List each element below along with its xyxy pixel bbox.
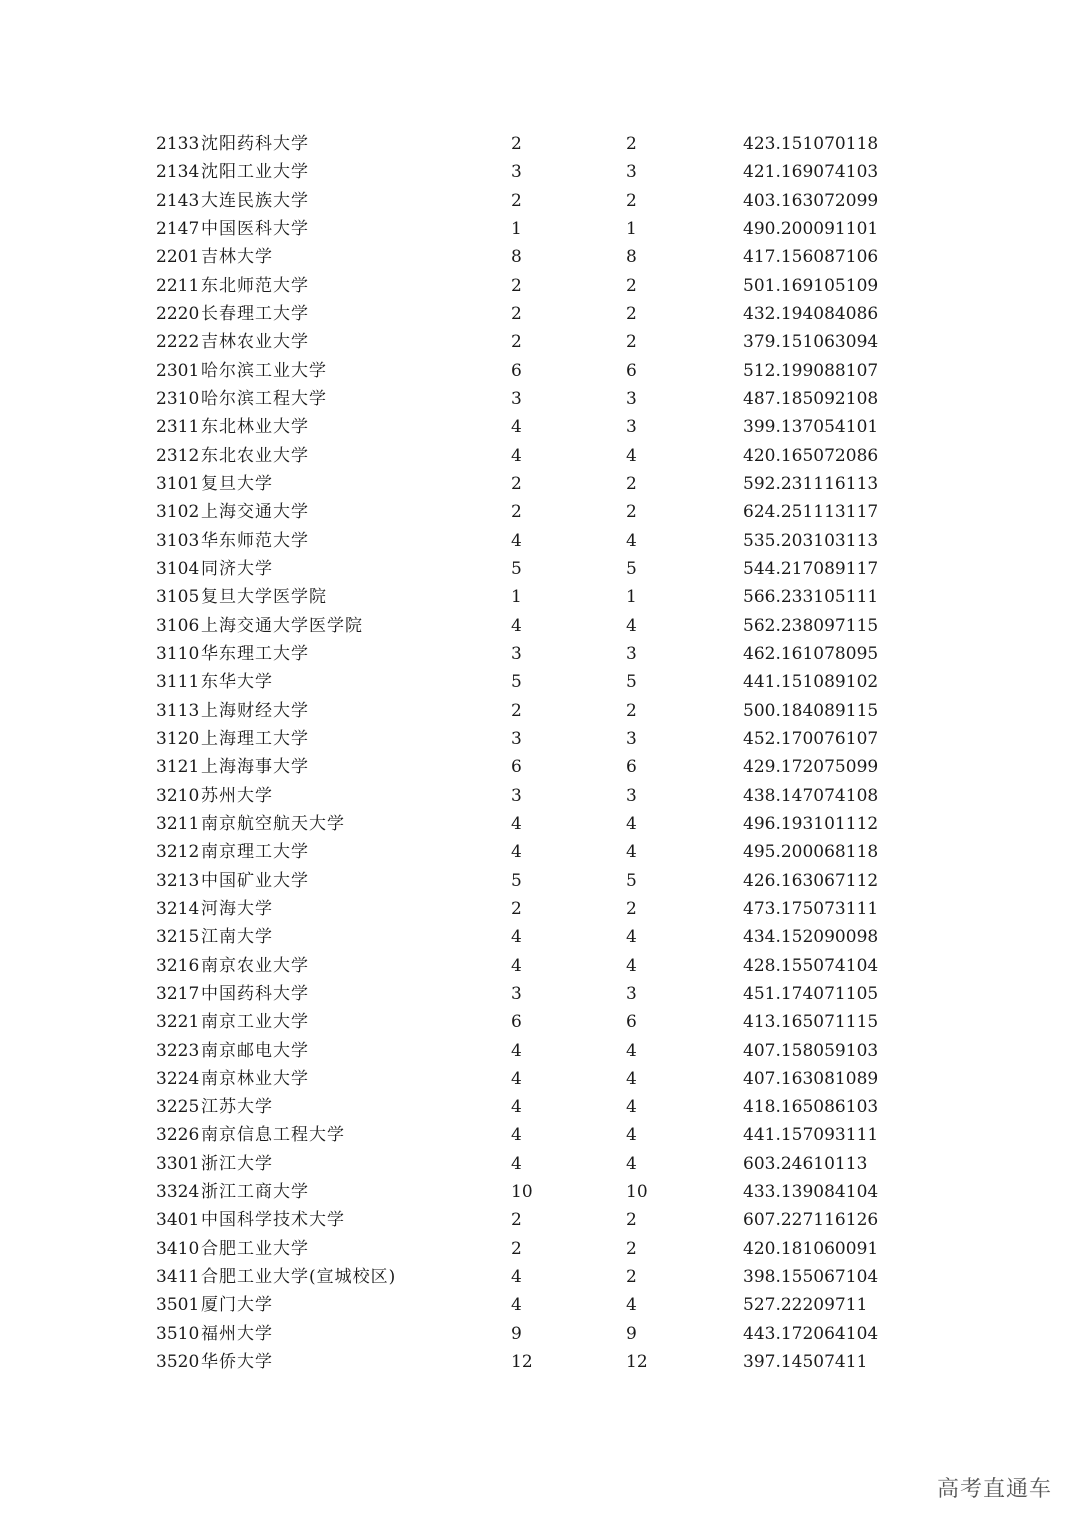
admitted-count: 4	[626, 1295, 637, 1316]
school-code: 3324	[156, 1182, 200, 1203]
score-value: 420.165072086	[743, 445, 879, 466]
table-row	[156, 1037, 916, 1065]
plan-count: 4	[511, 1040, 522, 1061]
school-code: 3215	[156, 927, 200, 948]
school-code: 3216	[156, 955, 200, 976]
table-row	[156, 300, 916, 328]
plan-count: 4	[511, 615, 522, 636]
school-name: 大连民族大学	[201, 190, 309, 211]
admitted-count: 5	[626, 870, 637, 891]
school-name: 沈阳药科大学	[201, 134, 309, 154]
admitted-count: 4	[626, 1068, 637, 1089]
school-name: 南京林业大学	[201, 1068, 309, 1089]
score-value: 403.163072099	[743, 190, 879, 211]
admitted-count: 6	[626, 1012, 637, 1033]
school-code: 3211	[156, 813, 200, 834]
score-value: 495.200068118	[743, 842, 879, 863]
table-row	[156, 1348, 916, 1376]
school-code: 3111	[156, 672, 200, 693]
plan-count: 4	[511, 1125, 522, 1146]
plan-count: 5	[511, 672, 522, 693]
score-value: 501.169105109	[743, 275, 879, 296]
school-name: 沈阳工业大学	[201, 162, 309, 183]
admitted-count: 3	[626, 643, 637, 664]
score-value: 452.170076107	[743, 728, 879, 749]
score-value: 592.231116113	[743, 473, 879, 494]
school-code: 3113	[156, 700, 200, 721]
school-code: 3217	[156, 983, 200, 1004]
table-row	[156, 413, 916, 441]
school-code: 2312	[156, 445, 200, 466]
score-value: 428.155074104	[743, 955, 879, 976]
school-code: 3225	[156, 1097, 200, 1118]
plan-count: 3	[511, 785, 522, 806]
admitted-count: 6	[626, 757, 637, 778]
school-name: 东北农业大学	[201, 445, 309, 466]
score-value: 473.175073111	[743, 898, 879, 919]
school-code: 3223	[156, 1040, 200, 1061]
school-name: 复旦大学	[201, 473, 273, 494]
school-code: 3120	[156, 728, 200, 749]
plan-count: 3	[511, 388, 522, 409]
score-value: 413.165071115	[743, 1012, 879, 1033]
admitted-count: 2	[626, 700, 637, 721]
table-row	[156, 328, 916, 356]
school-code: 3224	[156, 1068, 200, 1089]
school-code: 3102	[156, 502, 200, 523]
score-value: 399.137054101	[743, 417, 879, 438]
admitted-count: 4	[626, 615, 637, 636]
admitted-count: 2	[626, 190, 637, 211]
plan-count: 4	[511, 530, 522, 551]
table-row	[156, 187, 916, 215]
school-code: 3213	[156, 870, 200, 891]
admitted-count: 2	[626, 303, 637, 324]
admitted-count: 2	[626, 1267, 637, 1288]
school-name: 中国医科大学	[201, 218, 309, 239]
table-row	[156, 470, 916, 498]
plan-count: 6	[511, 1012, 522, 1033]
admitted-count: 2	[626, 275, 637, 296]
admitted-count: 3	[626, 388, 637, 409]
score-value: 407.163081089	[743, 1068, 879, 1089]
score-value: 429.172075099	[743, 757, 879, 778]
school-code: 2133	[156, 134, 200, 154]
score-value: 426.163067112	[743, 870, 879, 891]
school-code: 3103	[156, 530, 200, 551]
table-row	[156, 838, 916, 866]
table-row	[156, 782, 916, 810]
plan-count: 3	[511, 983, 522, 1004]
score-value: 451.174071105	[743, 983, 879, 1004]
admitted-count: 8	[626, 247, 637, 268]
school-name: 华东师范大学	[201, 530, 309, 551]
school-code: 3104	[156, 558, 200, 579]
score-value: 512.199088107	[743, 360, 879, 381]
plan-count: 2	[511, 502, 522, 523]
school-code: 3410	[156, 1238, 200, 1259]
admitted-count: 4	[626, 1153, 637, 1174]
table-row	[156, 215, 916, 243]
school-code: 3106	[156, 615, 200, 636]
table-row	[156, 583, 916, 611]
admitted-count: 2	[626, 332, 637, 353]
school-code: 3110	[156, 643, 200, 664]
table-row	[156, 697, 916, 725]
score-value: 544.217089117	[743, 558, 879, 579]
plan-count: 4	[511, 1097, 522, 1118]
admitted-count: 2	[626, 1210, 637, 1231]
admitted-count: 4	[626, 1097, 637, 1118]
table-row	[156, 1235, 916, 1263]
school-name: 南京理工大学	[201, 842, 309, 863]
table-row	[156, 1150, 916, 1178]
table-row	[156, 1291, 916, 1319]
plan-count: 6	[511, 360, 522, 381]
score-value: 607.227116126	[743, 1210, 879, 1231]
table-row	[156, 498, 916, 526]
admitted-count: 5	[626, 558, 637, 579]
school-name: 华侨大学	[201, 1352, 273, 1373]
plan-count: 2	[511, 473, 522, 494]
school-code: 3520	[156, 1352, 200, 1373]
school-code: 2147	[156, 218, 200, 239]
score-value: 423.151070118	[743, 134, 879, 154]
plan-count: 2	[511, 1238, 522, 1259]
score-value: 418.165086103	[743, 1097, 879, 1118]
school-code: 3121	[156, 757, 200, 778]
school-name: 南京工业大学	[201, 1012, 309, 1033]
score-value: 433.139084104	[743, 1182, 879, 1203]
school-name: 南京邮电大学	[201, 1040, 309, 1061]
table-row	[156, 158, 916, 186]
plan-count: 2	[511, 190, 522, 211]
school-name: 吉林大学	[201, 247, 273, 268]
school-name: 上海财经大学	[201, 700, 309, 721]
school-code: 3221	[156, 1012, 200, 1033]
admitted-count: 3	[626, 162, 637, 183]
plan-count: 4	[511, 927, 522, 948]
score-value: 420.181060091	[743, 1238, 879, 1259]
school-code: 3501	[156, 1295, 200, 1316]
school-code: 3401	[156, 1210, 200, 1231]
school-name: 长春理工大学	[201, 303, 309, 324]
plan-count: 2	[511, 898, 522, 919]
table-row	[156, 923, 916, 951]
school-name: 华东理工大学	[201, 643, 309, 664]
plan-count: 4	[511, 1153, 522, 1174]
school-code: 2143	[156, 190, 200, 211]
school-code: 2201	[156, 247, 200, 268]
admitted-count: 4	[626, 530, 637, 551]
admitted-count: 2	[626, 473, 637, 494]
score-value: 441.151089102	[743, 672, 879, 693]
plan-count: 2	[511, 134, 522, 154]
admitted-count: 5	[626, 672, 637, 693]
plan-count: 4	[511, 955, 522, 976]
school-name: 浙江工商大学	[201, 1182, 309, 1203]
table-row	[156, 1320, 916, 1348]
table-row	[156, 895, 916, 923]
table-row	[156, 1008, 916, 1036]
school-code: 2211	[156, 275, 200, 296]
plan-count: 6	[511, 757, 522, 778]
table-row	[156, 130, 916, 158]
table-row	[156, 980, 916, 1008]
plan-count: 5	[511, 870, 522, 891]
table-row	[156, 612, 916, 640]
school-name: 东北师范大学	[201, 275, 309, 296]
plan-count: 3	[511, 643, 522, 664]
plan-count: 4	[511, 1068, 522, 1089]
score-value: 421.169074103	[743, 162, 879, 183]
admitted-count: 3	[626, 417, 637, 438]
school-code: 3105	[156, 587, 200, 608]
plan-count: 4	[511, 1267, 522, 1288]
plan-count: 1	[511, 218, 522, 239]
school-name: 江南大学	[201, 927, 273, 948]
school-name: 河海大学	[201, 898, 273, 919]
table-row	[156, 1263, 916, 1291]
score-value: 535.203103113	[743, 530, 879, 551]
score-value: 407.158059103	[743, 1040, 879, 1061]
admitted-count: 2	[626, 134, 637, 154]
table-row	[156, 357, 916, 385]
score-value: 624.251113117	[743, 502, 879, 523]
score-value: 438.147074108	[743, 785, 879, 806]
admitted-count: 4	[626, 813, 637, 834]
school-name: 上海理工大学	[201, 728, 309, 749]
score-value: 562.238097115	[743, 615, 879, 636]
score-value: 566.233105111	[743, 587, 879, 608]
score-value: 397.14507411	[743, 1352, 868, 1373]
admitted-count: 4	[626, 842, 637, 863]
school-code: 2222	[156, 332, 200, 353]
table-row	[156, 1178, 916, 1206]
school-code: 2220	[156, 303, 200, 324]
school-name: 中国矿业大学	[201, 870, 309, 891]
table-row	[156, 867, 916, 895]
school-name: 江苏大学	[201, 1097, 273, 1118]
plan-count: 4	[511, 1295, 522, 1316]
school-name: 同济大学	[201, 558, 273, 579]
admitted-count: 9	[626, 1323, 637, 1344]
score-value: 527.22209711	[743, 1295, 868, 1316]
school-name: 厦门大学	[201, 1295, 273, 1316]
school-code: 2134	[156, 162, 200, 183]
school-name: 哈尔滨工程大学	[201, 388, 327, 409]
admitted-count: 4	[626, 955, 637, 976]
table-row	[156, 952, 916, 980]
score-value: 490.200091101	[743, 218, 879, 239]
plan-count: 12	[511, 1352, 533, 1373]
score-value: 443.172064104	[743, 1323, 879, 1344]
school-name: 中国药科大学	[201, 983, 309, 1004]
plan-count: 8	[511, 247, 522, 268]
school-name: 上海交通大学医学院	[201, 615, 363, 636]
school-name: 上海海事大学	[201, 757, 309, 778]
school-name: 吉林农业大学	[201, 332, 309, 353]
plan-count: 9	[511, 1323, 522, 1344]
plan-count: 2	[511, 303, 522, 324]
score-value: 487.185092108	[743, 388, 879, 409]
table-row	[156, 753, 916, 781]
school-name: 东北林业大学	[201, 417, 309, 438]
school-name: 哈尔滨工业大学	[201, 360, 327, 381]
school-code: 2310	[156, 388, 200, 409]
admitted-count: 3	[626, 785, 637, 806]
school-name: 浙江大学	[201, 1153, 273, 1174]
table-row	[156, 272, 916, 300]
plan-count: 2	[511, 1210, 522, 1231]
table-row	[156, 1065, 916, 1093]
school-code: 3210	[156, 785, 200, 806]
score-value: 398.155067104	[743, 1267, 879, 1288]
table-row	[156, 527, 916, 555]
school-code: 3510	[156, 1323, 200, 1344]
plan-count: 10	[511, 1182, 533, 1203]
admitted-count: 4	[626, 1040, 637, 1061]
plan-count: 1	[511, 587, 522, 608]
admission-table	[156, 130, 916, 1376]
admitted-count: 4	[626, 1125, 637, 1146]
table-row	[156, 385, 916, 413]
score-value: 441.157093111	[743, 1125, 879, 1146]
school-name: 南京农业大学	[201, 955, 309, 976]
table-row	[156, 243, 916, 271]
score-value: 432.194084086	[743, 303, 879, 324]
table-row	[156, 668, 916, 696]
school-code: 2311	[156, 417, 200, 438]
admitted-count: 6	[626, 360, 637, 381]
school-code: 3212	[156, 842, 200, 863]
plan-count: 2	[511, 275, 522, 296]
plan-count: 3	[511, 162, 522, 183]
admitted-count: 1	[626, 587, 637, 608]
school-name: 南京信息工程大学	[201, 1125, 345, 1146]
school-name: 上海交通大学	[201, 502, 309, 523]
admitted-count: 12	[626, 1352, 648, 1373]
school-name: 复旦大学医学院	[201, 587, 327, 608]
school-name: 东华大学	[201, 672, 273, 693]
plan-count: 2	[511, 700, 522, 721]
admitted-count: 2	[626, 502, 637, 523]
school-name: 福州大学	[201, 1323, 273, 1344]
score-value: 603.24610113	[743, 1153, 868, 1174]
admitted-count: 3	[626, 728, 637, 749]
table-row	[156, 725, 916, 753]
school-code: 2301	[156, 360, 200, 381]
admitted-count: 4	[626, 445, 637, 466]
school-name: 苏州大学	[201, 785, 273, 806]
school-name: 合肥工业大学(宣城校区)	[201, 1267, 397, 1288]
table-row	[156, 442, 916, 470]
score-value: 434.152090098	[743, 927, 879, 948]
plan-count: 4	[511, 842, 522, 863]
score-value: 462.161078095	[743, 643, 879, 664]
school-code: 3226	[156, 1125, 200, 1146]
plan-count: 3	[511, 728, 522, 749]
table-row	[156, 1093, 916, 1121]
admitted-count: 4	[626, 927, 637, 948]
school-code: 3101	[156, 473, 200, 494]
score-value: 496.193101112	[743, 813, 879, 834]
admitted-count: 2	[626, 1238, 637, 1259]
plan-count: 4	[511, 445, 522, 466]
school-name: 南京航空航天大学	[201, 813, 345, 834]
school-code: 3411	[156, 1267, 200, 1288]
plan-count: 5	[511, 558, 522, 579]
score-value: 379.151063094	[743, 332, 879, 353]
table-row	[156, 555, 916, 583]
admitted-count: 10	[626, 1182, 648, 1203]
table-row	[156, 640, 916, 668]
table-row	[156, 1121, 916, 1149]
school-code: 3214	[156, 898, 200, 919]
school-code: 3301	[156, 1153, 200, 1174]
plan-count: 2	[511, 332, 522, 353]
plan-count: 4	[511, 417, 522, 438]
plan-count: 4	[511, 813, 522, 834]
table-row	[156, 810, 916, 838]
table-row	[156, 1206, 916, 1234]
admitted-count: 3	[626, 983, 637, 1004]
admitted-count: 2	[626, 898, 637, 919]
score-value: 417.156087106	[743, 247, 879, 268]
score-value: 500.184089115	[743, 700, 879, 721]
watermark: 高考直通车	[936, 1477, 1052, 1502]
school-name: 合肥工业大学	[201, 1238, 309, 1259]
admitted-count: 1	[626, 218, 637, 239]
school-name: 中国科学技术大学	[201, 1210, 345, 1231]
